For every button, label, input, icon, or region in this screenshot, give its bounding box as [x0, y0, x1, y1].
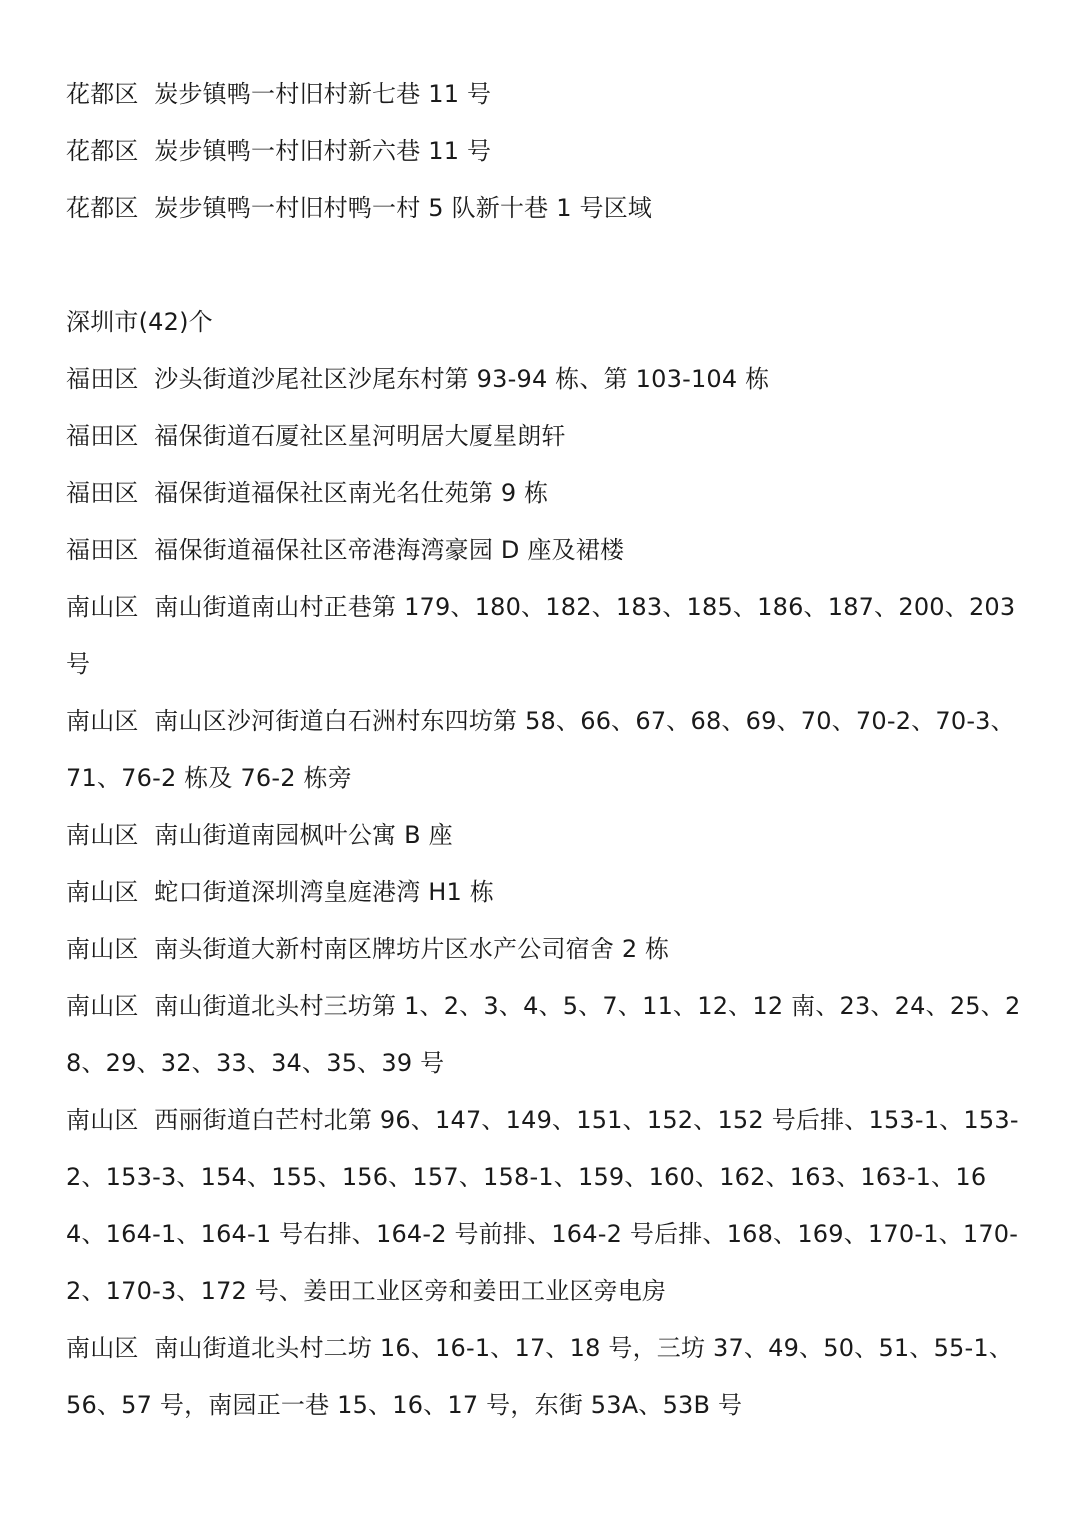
huadu-entry: 花都区 炭步镇鸭一村旧村新七巷 11 号 [66, 80, 492, 108]
shenzhen-entry: 南山区 南山街道北头村三坊第 1、2、3、4、5、7、11、12、12 南、23、24、25、28、29、32、33、34、35、39 号 [66, 992, 1021, 1077]
shenzhen-entry: 南山区 南头街道大新村南区牌坊片区水产公司宿舍 2 栋 [66, 935, 670, 963]
shenzhen-entry: 福田区 福保街道福保社区南光名仕苑第 9 栋 [66, 479, 549, 507]
shenzhen-entry: 南山区 南山区沙河街道白石洲村东四坊第 58、66、67、68、69、70、70-2、70-3、71、76-2 栋及 76-2 栋旁 [66, 707, 1015, 792]
shenzhen-entry: 南山区 蛇口街道深圳湾皇庭港湾 H1 栋 [66, 878, 495, 906]
huadu-entry: 花都区 炭步镇鸭一村旧村鸭一村 5 队新十巷 1 号区域 [66, 194, 653, 222]
shenzhen-entry: 福田区 沙头街道沙尾社区沙尾东村第 93-94 栋、第 103-104 栋 [66, 365, 770, 393]
shenzhen-entry: 福田区 福保街道石厦社区星河明居大厦星朗轩 [66, 422, 566, 450]
shenzhen-heading: 深圳市(42)个 [66, 308, 213, 336]
shenzhen-entry: 福田区 福保街道福保社区帝港海湾豪园 D 座及裙楼 [66, 536, 625, 564]
shenzhen-entry: 南山区 南山街道南园枫叶公寓 B 座 [66, 821, 453, 849]
shenzhen-entry: 南山区 南山街道北头村二坊 16、16-1、17、18 号，三坊 37、49、50、51、55-1、56、57 号，南园正一巷 15、16、17 号，东街 53A、53B 号 [66, 1334, 1014, 1419]
section-spacer [66, 237, 1024, 294]
document-page [66, 66, 1024, 1434]
shenzhen-entry: 南山区 南山街道南山村正巷第 179、180、182、183、185、186、187、200、203 号 [66, 593, 1024, 678]
huadu-entry: 花都区 炭步镇鸭一村旧村新六巷 11 号 [66, 137, 492, 165]
shenzhen-entry: 南山区 西丽街道白芒村北第 96、147、149、151、152、152 号后排、153-1、153-2、153-3、154、155、156、157、158-1、159、160、162、163、163-1、164、164-1、164-1 号右排、164-2 号前排、164-2 号后排、168、169、170-1、170-2、170-3、172 号、姜田工业区旁和姜田工业区旁电房 [66, 1106, 1019, 1305]
